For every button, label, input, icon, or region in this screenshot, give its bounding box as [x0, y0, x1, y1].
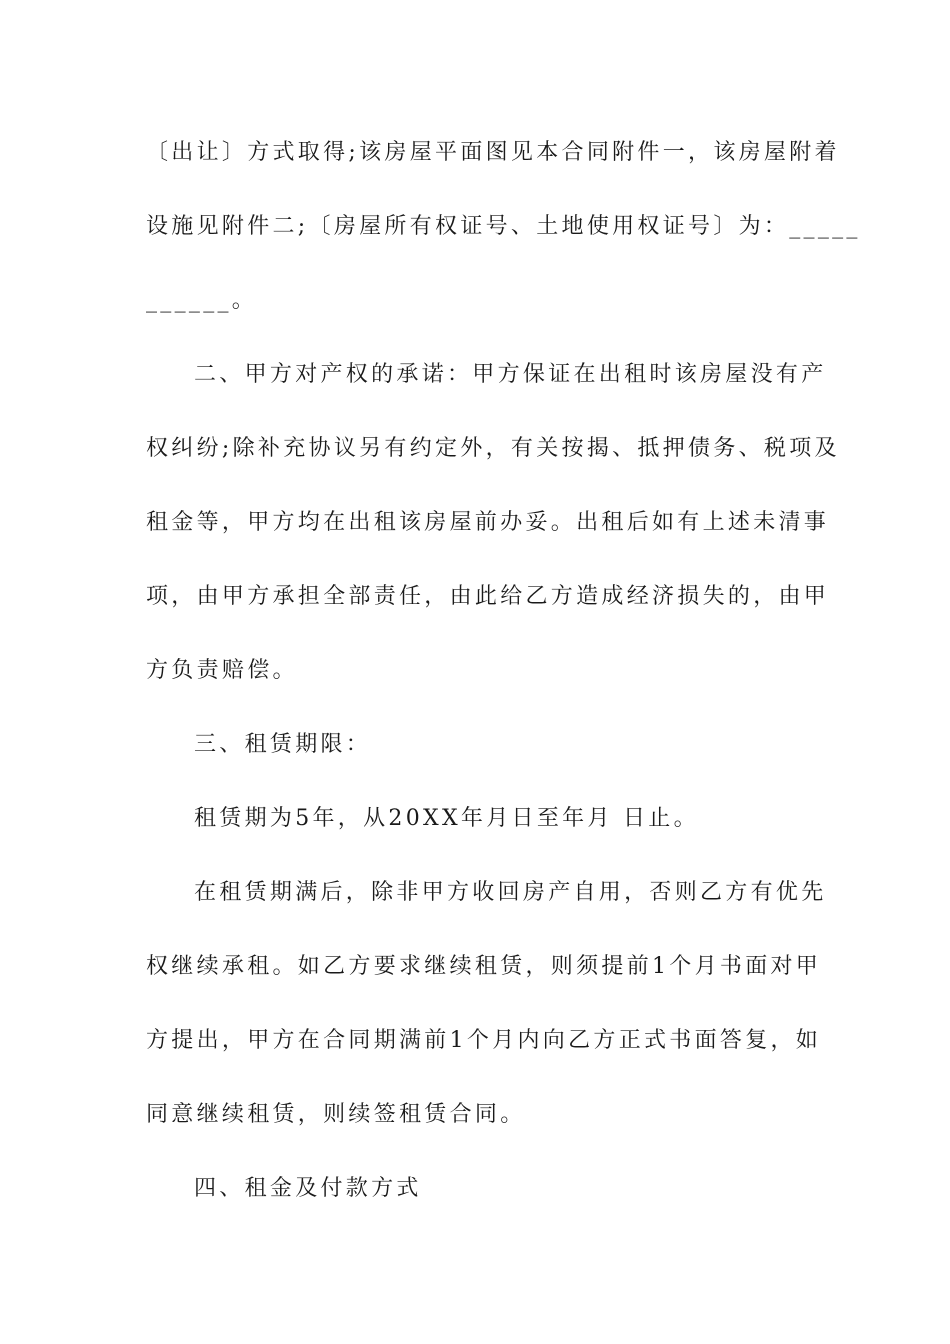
section-heading-2: 二、甲方对产权的承诺：甲方保证在出租时该房屋没有产 [194, 362, 827, 387]
text-line: 租金等，甲方均在出租该房屋前办妥。出租后如有上述未清事 [146, 510, 830, 535]
section-heading-4: 四、租金及付款方式 [194, 1176, 422, 1201]
text-line: ______。 [146, 288, 258, 313]
text-line: 〔出让〕方式取得;该房屋平面图见本合同附件一，该房屋附着 [146, 140, 840, 165]
text-line: 方提出，甲方在合同期满前1个月内向乙方正式书面答复，如 [146, 1028, 822, 1053]
text-line: 方负责赔偿。 [146, 658, 298, 683]
text-line: 同意继续租赁，则续签租赁合同。 [146, 1102, 526, 1127]
text-line: 设施见附件二;〔房屋所有权证号、土地使用权证号〕为：_____ [146, 214, 861, 239]
section-heading-3: 三、租赁期限： [194, 732, 372, 757]
text-line: 项，由甲方承担全部责任，由此给乙方造成经济损失的，由甲 [146, 584, 830, 609]
text-line: 权继续承租。如乙方要求继续租赁，则须提前1个月书面对甲 [146, 954, 822, 979]
text-line: 租赁期为5年，从20XX年月日至年月 日止。 [194, 806, 699, 831]
text-line: 权纠纷;除补充协议另有约定外，有关按揭、抵押债务、税项及 [146, 436, 840, 461]
text-line: 在租赁期满后，除非甲方收回房产自用，否则乙方有优先 [194, 880, 827, 905]
